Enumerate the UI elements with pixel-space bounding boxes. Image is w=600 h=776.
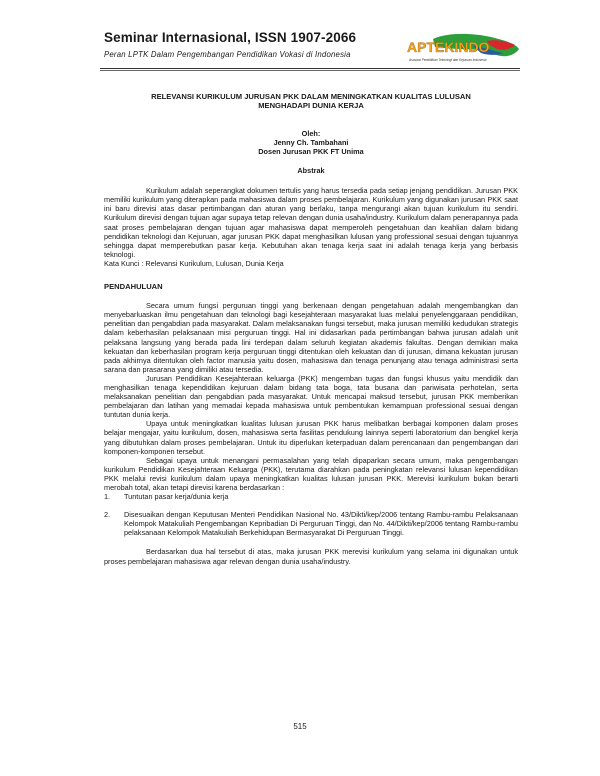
- journal-title: Seminar Internasional, ISSN 1907-2066: [104, 30, 357, 45]
- logo-wordmark: APTEKINDO: [407, 39, 490, 55]
- article-title: [104, 92, 518, 111]
- section-heading: PENDAHULUAN: [104, 282, 163, 292]
- keywords: Kata Kunci : Relevansi Kurikulum, Lulusan, Dunia Kerja: [104, 258, 284, 268]
- closing-paragraph: Berdasarkan dua hal tersebut di atas, maka jurusan PKK merevisi kurikulum yang selama ini digunakan untuk proses pembelajaran mahasiswa agar relevan dengan dunia usaha/industry.: [104, 547, 518, 566]
- journal-subtitle: Peran LPTK Dalam Pengembangan Pendidikan Vokasi di Indonesia: [104, 50, 351, 59]
- list-text: Disesuaikan dengan Keputusan Menteri Pendidikan Nasional No. 43/Dikti/kep/2006 tentang Rambu-rambu Pelaksanaan Kelompok Matakuliah Pengembangan Kepribadian Di Perguruan Tinggi, dan No. 44/Dikti/kep/2006 tentang Rambu-rambu pelaksanaan Kelompok Matakuliah Berkehidupan Bermasyarakat Di Perguruan Tinggi.: [124, 510, 518, 538]
- by-label: Oleh:: [301, 128, 321, 138]
- list-item: [104, 510, 518, 537]
- paragraph-2: Jurusan Pendidikan Kesejahteraan keluarga (PKK) mengemban tugas dan fungsi khusus yaitu mendidik dan menghasilkan tenaga kependidikan kejuruan dalam bidang tata boga, tata busana dan pariwisata perhotelan, serta melaksanakan penelitian dan pengabdian pada masyarakat. Untuk mencapai maksud tersebut, jurusan PKK memberikan pembelajaran dan latihan yang memadai kepada mahasiswa untuk pembentukan kemampuan professional sesuai dengan tuntutan dunia kerja.: [104, 373, 518, 420]
- paragraph-3: Upaya untuk meningkatkan kualitas lulusan jurusan PKK harus melibatkan berbagai komponen dalam proses belajar mengajar, yaitu kurikulum, dosen, mahasiswa serta fasilitas pendukung lainnya seperti laboratorium dan bengkel kerja yang dibutuhkan dalam proses pembelajaran. Untuk itu diperlukan keterpaduan dalam perencanaan dan pengembangan dari komponen-komponen tersebut.: [104, 419, 518, 456]
- abstract-text: Kurikulum adalah seperangkat dokumen tertulis yang harus tersedia pada setiap jenjang pendidikan. Jurusan PKK memiliki kurikulum yang diterapkan pada mahasiswa dalam proses pembelajaran. Kurikulum yang digunakan jurusan PKK saat ini baru direvisi atas dasar pertimbangan dan aturan yang berlaku, tanpa mengurangi akan tujuan kurikulum itu sendiri. Kurikulum direvisi dengan tujuan agar supaya tetap relevan dengan dunia usaha/industry. Kurikulum dalam penerapannya pada saat proses pembelajaran dengan tujuan agar mahasiswa dapat memperoleh pengetahuan dan keahlian dalam bidang pendidikan teknologi dan Kejuruan, agar jurusan PKK dapat menghasilkan lulusan yang professional sesuai dengan tujuannya sehingga dapat memperebutkan pasar kerja. Kebutuhan akan tenaga kerja saat ini adalah tenaga kerja yang berbasis teknologi.: [104, 186, 518, 259]
- list-item: [104, 492, 518, 501]
- paragraph-4: Sebagai upaya untuk menangani permasalahan yang telah dipaparkan secara umum, maka pengembangan kurikulum Pendidikan Kesejahteraan Keluarga (PKK), terutama diarahkan pada peningkatan relevansi lulusan kependidikan PKK melalui revisi kurikulum dalam upaya meningkatkan kualitas lulusan jurusan PKK. Merevisi kurikulum bukan berarti merobah total, akan tetapi direvisi karena berdasarkan :: [104, 455, 518, 492]
- logo-tagline: Asosiasi Pendidikan Teknologi dan Kejuruan Indonesia: [409, 58, 487, 62]
- page-number: 515: [293, 722, 307, 731]
- list-text: Tuntutan pasar kerja/dunia kerja: [124, 492, 229, 502]
- header-rule: [100, 68, 520, 69]
- header-rule-thin: [100, 70, 520, 71]
- article-title-line1: RELEVANSI KURIKULUM JURUSAN PKK DALAM MENINGKATKAN KUALITAS LULUSAN: [151, 92, 471, 101]
- paragraph-1: Secara umum fungsi perguruan tinggi yang berkenaan dengan pengetahuan adalah mengembangkan dan menyebarluaskan ilmu pengetahuan dan teknologi bagi kesejahteraan masyarakat luas melalui penyelenggaraan pendidikan, penelitian dan pengabdian pada masyarakat. Dalam melaksanakan fungsi tersebut, maka jurusan memiliki kedudukan strategis dalam keberhasilan pelaksanaan misi perguruan tinggi. Hal ini didasarkan pada pertimbangan bahwa jurusan adalah unit pelaksana langsung yang berada pada lini terdepan dalam seluruh kegiatan akademis fakultas. Dengan demikian maka kekuatan dan keberhasilan program kerja perguruan tinggi ditentukan oleh kekuatan dan di jurusan, dimana kekuatan jurusan pada akhirnya ditentukan oleh factor manusia yaitu dosen, mahasiswa dan tenaga penunjang atau tenaga administrasi serta sarana dan prasarana yang dimiliki atau tersedia.: [104, 301, 518, 374]
- list-number: 1.: [104, 492, 111, 502]
- author-affiliation: Dosen Jurusan PKK FT Unima: [258, 147, 364, 156]
- article-body: [104, 92, 518, 566]
- list-number: 2.: [104, 510, 111, 520]
- aptekindo-logo: [403, 33, 521, 67]
- criteria-list: [104, 492, 518, 537]
- author-name: Jenny Ch. Tambahani: [273, 137, 349, 147]
- article-title-line2: MENGHADAPI DUNIA KERJA: [258, 101, 364, 111]
- abstract-heading: Abstrak: [297, 166, 325, 176]
